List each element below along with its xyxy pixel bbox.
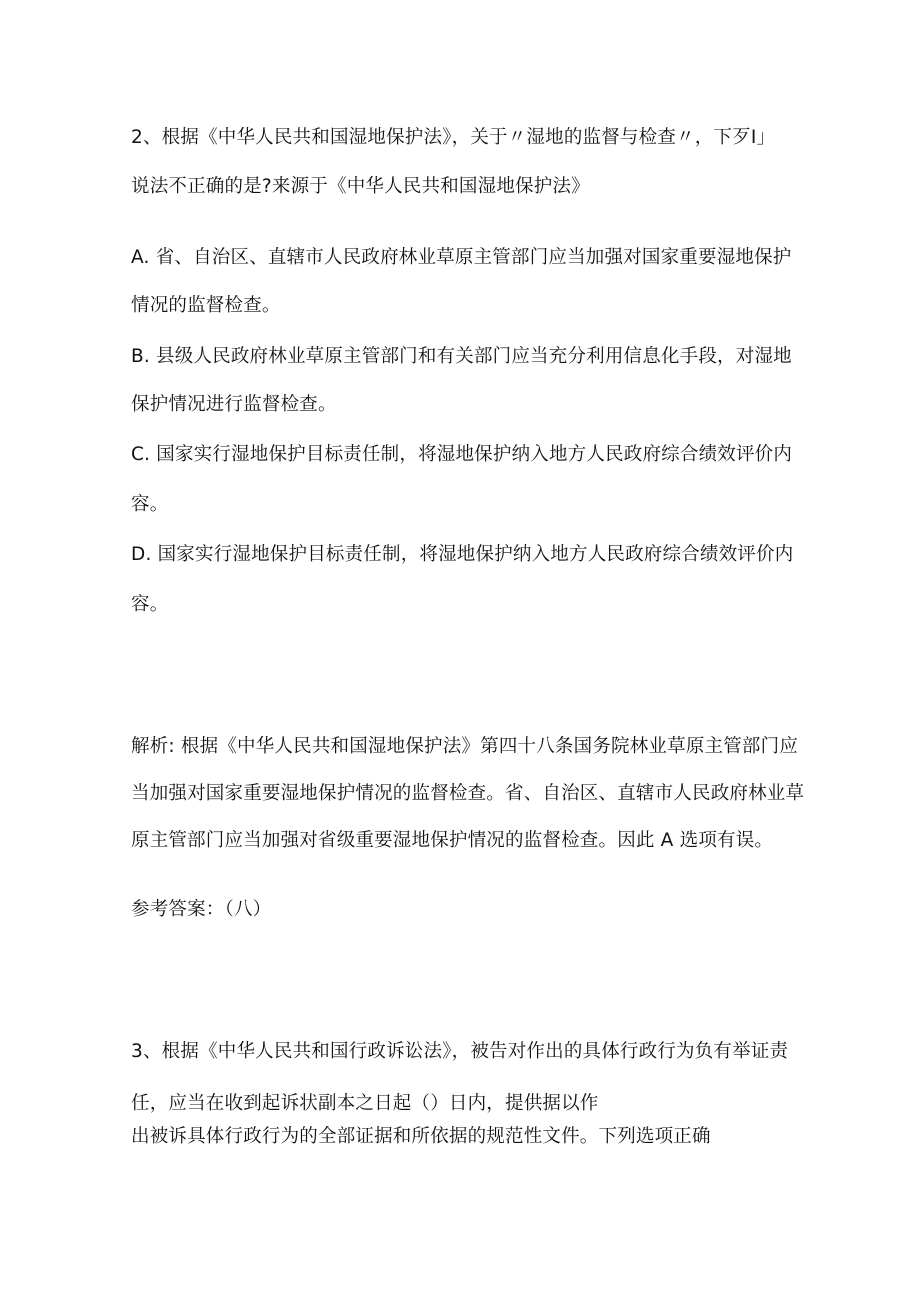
reference-answer: 参考答案：（八） bbox=[131, 899, 272, 920]
question-3-stem-line-2: 任，应当在收到起诉状副本之日起（）日内，提供据以作 bbox=[131, 1093, 599, 1114]
analysis-line-1: 解析: 根据《中华人民共和国湿地保护法》第四十八条国务院林业草原主管部门应 bbox=[131, 736, 799, 757]
option-d-line-2: 容。 bbox=[131, 594, 169, 615]
option-b-line-2: 保护情况进行监督检查。 bbox=[131, 394, 337, 415]
option-c-line-2: 容。 bbox=[131, 494, 169, 515]
option-c-line-1: C. 国家实行湿地保护目标责任制，将湿地保护纳入地方人民政府综合绩效评价内 bbox=[131, 444, 793, 465]
analysis-line-3: 原主管部门应当加强对省级重要湿地保护情况的监督检查。因此 A 选项有误。 bbox=[131, 830, 774, 851]
option-b-line-1: B. 县级人民政府林业草原主管部门和有关部门应当充分利用信息化手段，对湿地 bbox=[131, 346, 792, 367]
question-2-stem-line-1: 2、根据《中华人民共和国湿地保护法》，关于〃湿地的监督与检查〃，下歹I」 bbox=[131, 127, 776, 148]
option-a-line-1: A. 省、自治区、直辖市人民政府林业草原主管部门应当加强对国家重要湿地保护 bbox=[131, 247, 792, 268]
option-a-line-2: 情况的监督检查。 bbox=[131, 295, 281, 316]
question-3-stem-line-1: 3、根据《中华人民共和国行政诉讼法》，被告对作出的具体行政行为负有举证责 bbox=[131, 1041, 789, 1062]
question-2-stem-line-2: 说法不正确的是?来源于《中华人民共和国湿地保护法》 bbox=[131, 176, 590, 197]
analysis-line-2: 当加强对国家重要湿地保护情况的监督检查。省、自治区、直辖市人民政府林业草 bbox=[131, 783, 805, 804]
question-3-stem-line-3: 出被诉具体行政行为的全部证据和所依据的规范性文件。下列选项正确 bbox=[131, 1126, 711, 1147]
option-d-line-1: D. 国家实行湿地保护目标责任制，将湿地保护纳入地方人民政府综合绩效评价内 bbox=[131, 544, 794, 565]
